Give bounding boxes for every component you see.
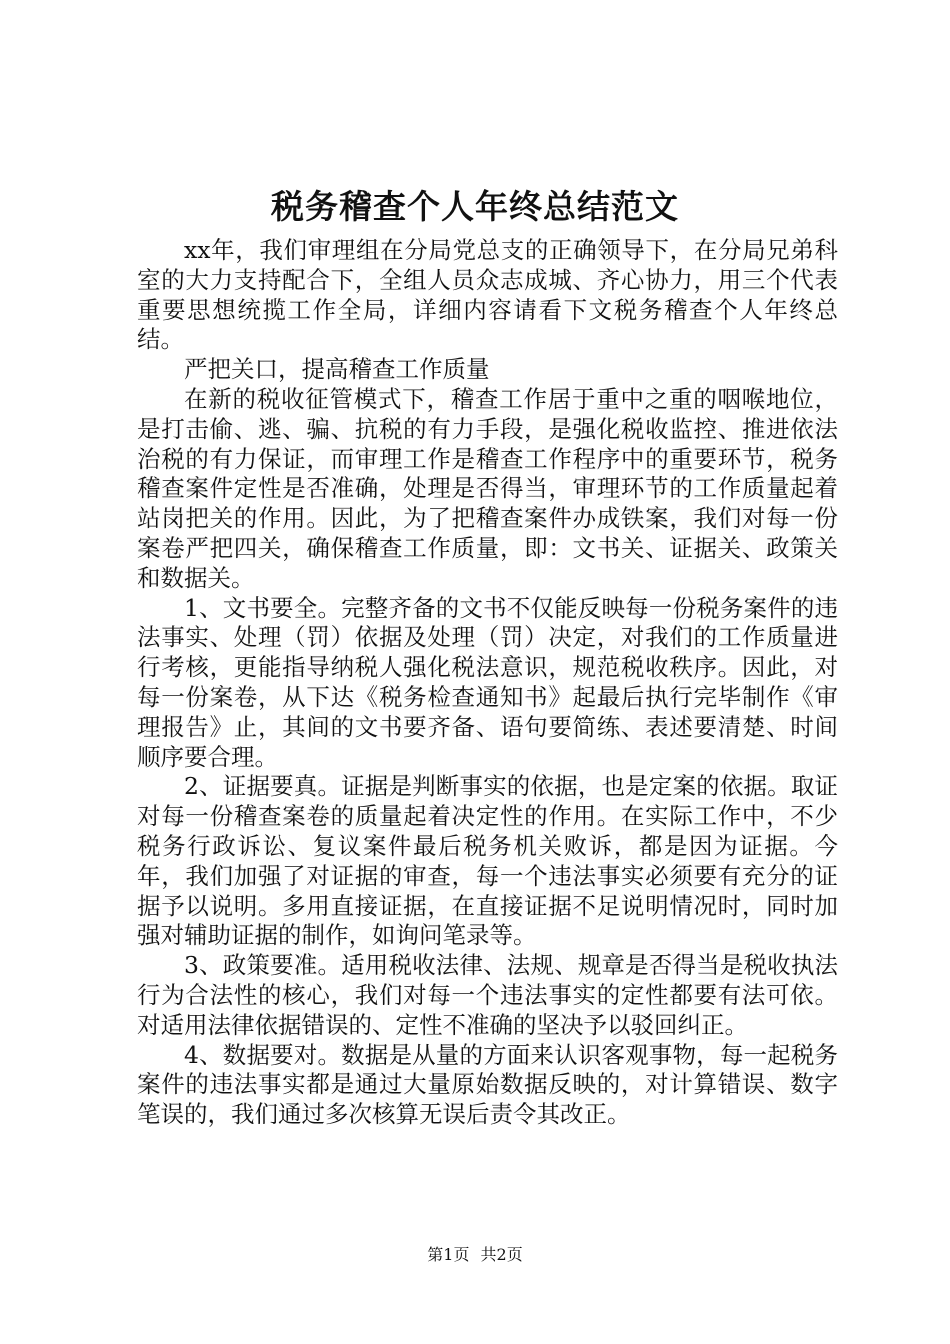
document-body: [137, 236, 838, 1130]
total-page-count: 共2页: [480, 1245, 523, 1264]
list-item-data: 4、数据要对。数据是从量的方面来认识客观事物，每一起税务案件的违法事实都是通过大量原始数据反映的，对计算错误、数字笔误的，我们通过多次核算无误后责令其改正。: [137, 1040, 838, 1129]
current-page-number: 第1页: [427, 1245, 470, 1264]
section-heading: 严把关口，提高稽查工作质量: [184, 355, 490, 384]
page-footer: [0, 1244, 950, 1266]
list-item-policy: 3、政策要准。适用税收法律、法规、规章是否得当是税收执法行为合法性的核心，我们对每一个违法事实的定性都要有法可依。对适用法律依据错误的、定性不准确的坚决予以驳回纠正。: [137, 951, 838, 1039]
list-item-evidence: 2、证据要真。证据是判断事实的依据，也是定案的依据。取证对每一份稽查案卷的质量起着决定性的作用。在实际工作中，不少税务行政诉讼、复议案件最后税务机关败诉，都是因为证据。今年，我们加强了对证据的审查，每一个违法事实必须要有充分的证据予以说明。多用直接证据，在直接证据不足说明情况时，同时加强对辅助证据的制作，如询问笔录等。: [137, 772, 838, 950]
body-paragraph: 在新的税收征管模式下，稽查工作居于重中之重的咽喉地位，是打击偷、逃、骗、抗税的有力手段，是强化税收监控、推进依法治税的有力保证，而审理工作是稽查工作程序中的重要环节，税务稽查案件定性是否准确，处理是否得当，审理环节的工作质量起着站岗把关的作用。因此，为了把稽查案件办成铁案，我们对每一份案卷严把四关，确保稽查工作质量，即：文书关、证据关、政策关和数据关。: [137, 384, 838, 592]
document-title: 税务稽查个人年终总结范文: [271, 187, 679, 226]
list-item-documents: 1、文书要全。完整齐备的文书不仅能反映每一份税务案件的违法事实、处理（罚）依据及处理（罚）决定，对我们的工作质量进行考核，更能指导纳税人强化税法意识，规范税收秩序。因此，对每一份案卷，从下达《税务检查通知书》起最后执行完毕制作《审理报告》止，其间的文书要齐备、语句要简练、表述要清楚、时间顺序要合理。: [137, 593, 838, 771]
intro-paragraph: xx年，我们审理组在分局党总支的正确领导下，在分局兄弟科室的大力支持配合下，全组人员众志成城、齐心协力，用三个代表重要思想统揽工作全局，详细内容请看下文税务稽查个人年终总结。: [137, 236, 838, 354]
